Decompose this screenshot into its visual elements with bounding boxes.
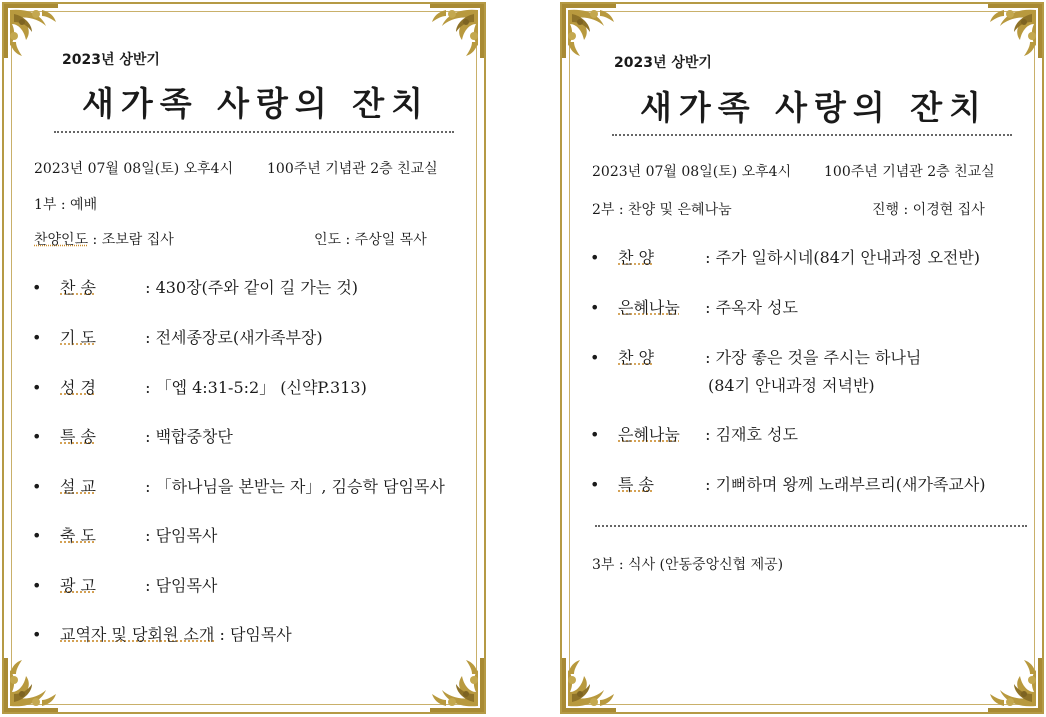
main-title: 새가족 사랑의 잔치 xyxy=(82,84,431,123)
place-line: 100주년 기념관 2층 친교실 xyxy=(267,161,438,177)
date-line: 2023년 07월 08일(토) 오후4시 xyxy=(34,161,234,177)
list-item xyxy=(32,523,217,546)
item-label: 특 송 xyxy=(60,427,96,446)
bullet: • xyxy=(32,278,42,297)
list-item xyxy=(32,622,292,645)
item-value: : 주가 일하시네(84기 안내과정 오전반) xyxy=(700,248,981,267)
item-label: 광 고 xyxy=(60,576,96,595)
list-item xyxy=(590,245,980,268)
part-line: 2부 : 찬양 및 은혜나눔 xyxy=(592,202,732,218)
year-title: 2023년 상반기 xyxy=(614,55,712,71)
item-value: : 「엡 4:31-5:2」 (신약P.313) xyxy=(140,378,367,397)
date-line: 2023년 07월 08일(토) 오후4시 xyxy=(592,164,792,180)
bullet: • xyxy=(32,378,42,397)
ornamental-corner-icon xyxy=(986,656,1044,714)
item-value: : 430장(주와 같이 길 가는 것) xyxy=(140,278,359,297)
ornamental-corner-icon xyxy=(2,656,60,714)
bullet: • xyxy=(32,328,42,347)
list-item xyxy=(32,325,323,348)
bullet: • xyxy=(590,425,600,444)
bullet: • xyxy=(590,348,600,367)
list-item xyxy=(32,474,445,497)
bullet: • xyxy=(32,427,42,446)
item-value: : 담임목사 xyxy=(214,625,292,644)
item-label: 찬 양 xyxy=(618,248,654,267)
item-continuation: (84기 안내과정 저녁반) xyxy=(708,376,875,395)
divider xyxy=(54,131,454,133)
list-item xyxy=(32,424,233,447)
item-label: 축 도 xyxy=(60,526,96,545)
item-value: : 가장 좋은 것을 주시는 하나님 xyxy=(700,348,922,367)
bullet: • xyxy=(32,625,42,644)
item-label: 교역자 및 당회원 소개 xyxy=(60,625,215,644)
item-value: : 전세종장로(새가족부장) xyxy=(140,328,323,347)
list-item xyxy=(590,472,986,495)
bullet: • xyxy=(590,475,600,494)
item-value: : 주옥자 성도 xyxy=(700,298,798,317)
list-item xyxy=(32,375,367,398)
year-title: 2023년 상반기 xyxy=(62,52,160,68)
list-item xyxy=(32,573,217,596)
divider xyxy=(595,525,1027,527)
item-label: 특 송 xyxy=(618,475,654,494)
part-line: 1부 : 예배 xyxy=(34,197,98,213)
ornamental-corner-icon xyxy=(560,2,618,60)
list-item xyxy=(590,422,798,445)
item-value: : 김재호 성도 xyxy=(700,425,798,444)
ornamental-corner-icon xyxy=(560,656,618,714)
ornamental-corner-icon xyxy=(2,2,60,60)
program-card-left xyxy=(2,2,486,714)
item-label: 은혜나눔 xyxy=(618,298,680,317)
bullet: • xyxy=(32,576,42,595)
part3-line: 3부 : 식사 (안동중앙신협 제공) xyxy=(592,557,784,573)
ornamental-corner-icon xyxy=(986,2,1044,60)
bullet: • xyxy=(590,298,600,317)
item-label: 찬 송 xyxy=(60,278,96,297)
place-line: 100주년 기념관 2층 친교실 xyxy=(824,164,995,180)
leader-value: : 조보람 집사 xyxy=(88,232,174,248)
divider xyxy=(612,134,1012,136)
leader-label: 찬양인도 xyxy=(34,232,89,248)
main-title: 새가족 사랑의 잔치 xyxy=(640,88,989,127)
guide-line: 인도 : 주상일 목사 xyxy=(314,232,427,248)
host-line: 진행 : 이경현 집사 xyxy=(872,202,985,218)
item-label: 기 도 xyxy=(60,328,96,347)
list-item xyxy=(32,275,358,298)
item-value: : 담임목사 xyxy=(140,576,218,595)
item-value: : 기뻐하며 왕께 노래부르리(새가족교사) xyxy=(700,475,986,494)
item-label: 찬 양 xyxy=(618,348,654,367)
item-label: 은혜나눔 xyxy=(618,425,680,444)
item-value: : 담임목사 xyxy=(140,526,218,545)
leader-line xyxy=(34,229,174,249)
item-value: : 백합중창단 xyxy=(140,427,233,446)
item-value: : 「하나님을 본받는 자」, 김승학 담임목사 xyxy=(140,477,445,496)
list-item xyxy=(590,345,921,368)
ornamental-corner-icon xyxy=(428,2,486,60)
program-card-right xyxy=(560,2,1044,714)
bullet: • xyxy=(590,248,600,267)
list-item xyxy=(590,295,798,318)
item-label: 성 경 xyxy=(60,378,96,397)
ornamental-corner-icon xyxy=(428,656,486,714)
bullet: • xyxy=(32,477,42,496)
bullet: • xyxy=(32,526,42,545)
item-label: 설 교 xyxy=(60,477,96,496)
